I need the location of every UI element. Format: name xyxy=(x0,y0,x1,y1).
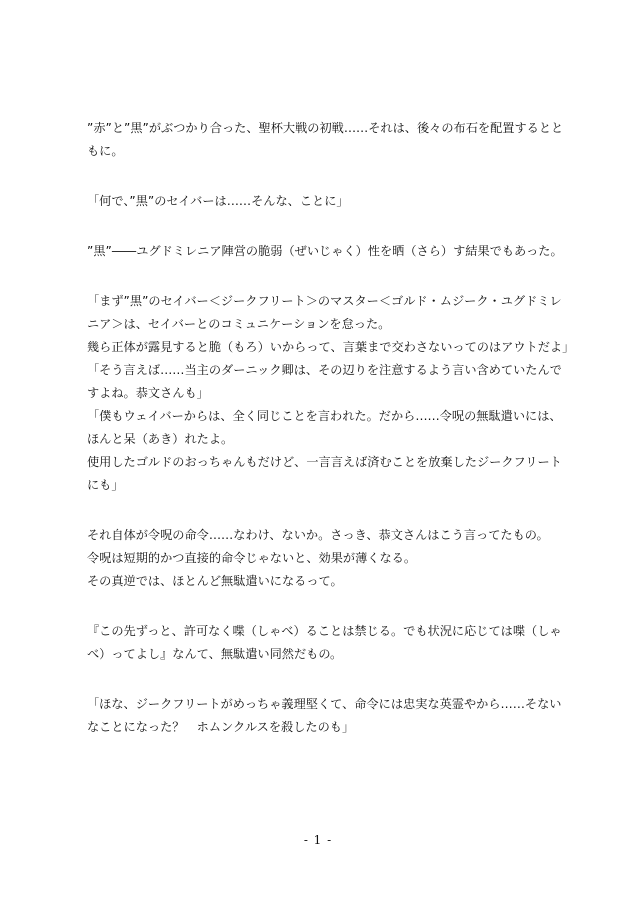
text-line: ”赤”と”黒”がぶつかり合った、聖杯大戦の初戦……それは、後々の布石を配置するとと xyxy=(87,121,564,135)
text-line: すよね。恭文さんも」 xyxy=(87,386,209,400)
text-line: 令呪は短期的かつ直接的命令じゃないと、効果が薄くなる。 xyxy=(87,551,417,565)
page-number: - 1 - xyxy=(303,833,333,847)
text-line: 「僕もウェイバーからは、全く同じことを言われた。だから……令呪の無駄遣いには、 xyxy=(87,409,562,423)
text-line: ニア＞は、セイバーとのコミュニケーションを怠った。 xyxy=(87,317,391,331)
text-line: にも」 xyxy=(87,478,124,492)
text-line: 幾ら正体が露見すると脆（もろ）いからって、言葉まで交わさないってのはアウトだよ」 xyxy=(87,340,575,354)
text-line: ”黒”――ユグドミレニア陣営の脆弱（ぜいじゃく）性を晒（さら）す結果でもあった。 xyxy=(87,244,563,258)
text-line: 使用したゴルドのおっちゃんもだけど、一言言えば済むことを放棄したジークフリート xyxy=(87,455,562,469)
text-line: 「まず”黒”のセイバー＜ジークフリート＞のマスター＜ゴルド・ムジーク・ユグドミレ xyxy=(87,294,562,308)
text-line: なことになった？ ホムンクルスを殺したのも」 xyxy=(87,720,355,734)
text-line: ほんと呆（あき）れたよ。 xyxy=(87,432,234,446)
text-line: それ自体が令呪の命令……なわけ、ないか。さっき、恭文さんはこう言ってたもの。 xyxy=(87,528,549,542)
text-line: 「何で、”黒”のセイバーは……そんな、ことに」 xyxy=(87,194,349,208)
text-line: 『この先ずっと、許可なく喋（しゃべ）ることは禁じる。でも状況に応じては喋（しゃ xyxy=(87,624,562,638)
text-line: その真逆では、ほとんど無駄遣いになるって。 xyxy=(87,574,343,588)
text-line: 「ほな、ジークフリートがめっちゃ義理堅くて、命令には忠実な英霊やから……そない xyxy=(87,697,562,711)
text-line: 「そう言えば……当主のダーニック卿は、その辺りを注意するよう言い含めていたんで xyxy=(87,363,562,377)
text-line: もに。 xyxy=(87,144,124,158)
text-line: べ）ってよし』なんて、無駄遣い同然だもの。 xyxy=(87,647,343,661)
